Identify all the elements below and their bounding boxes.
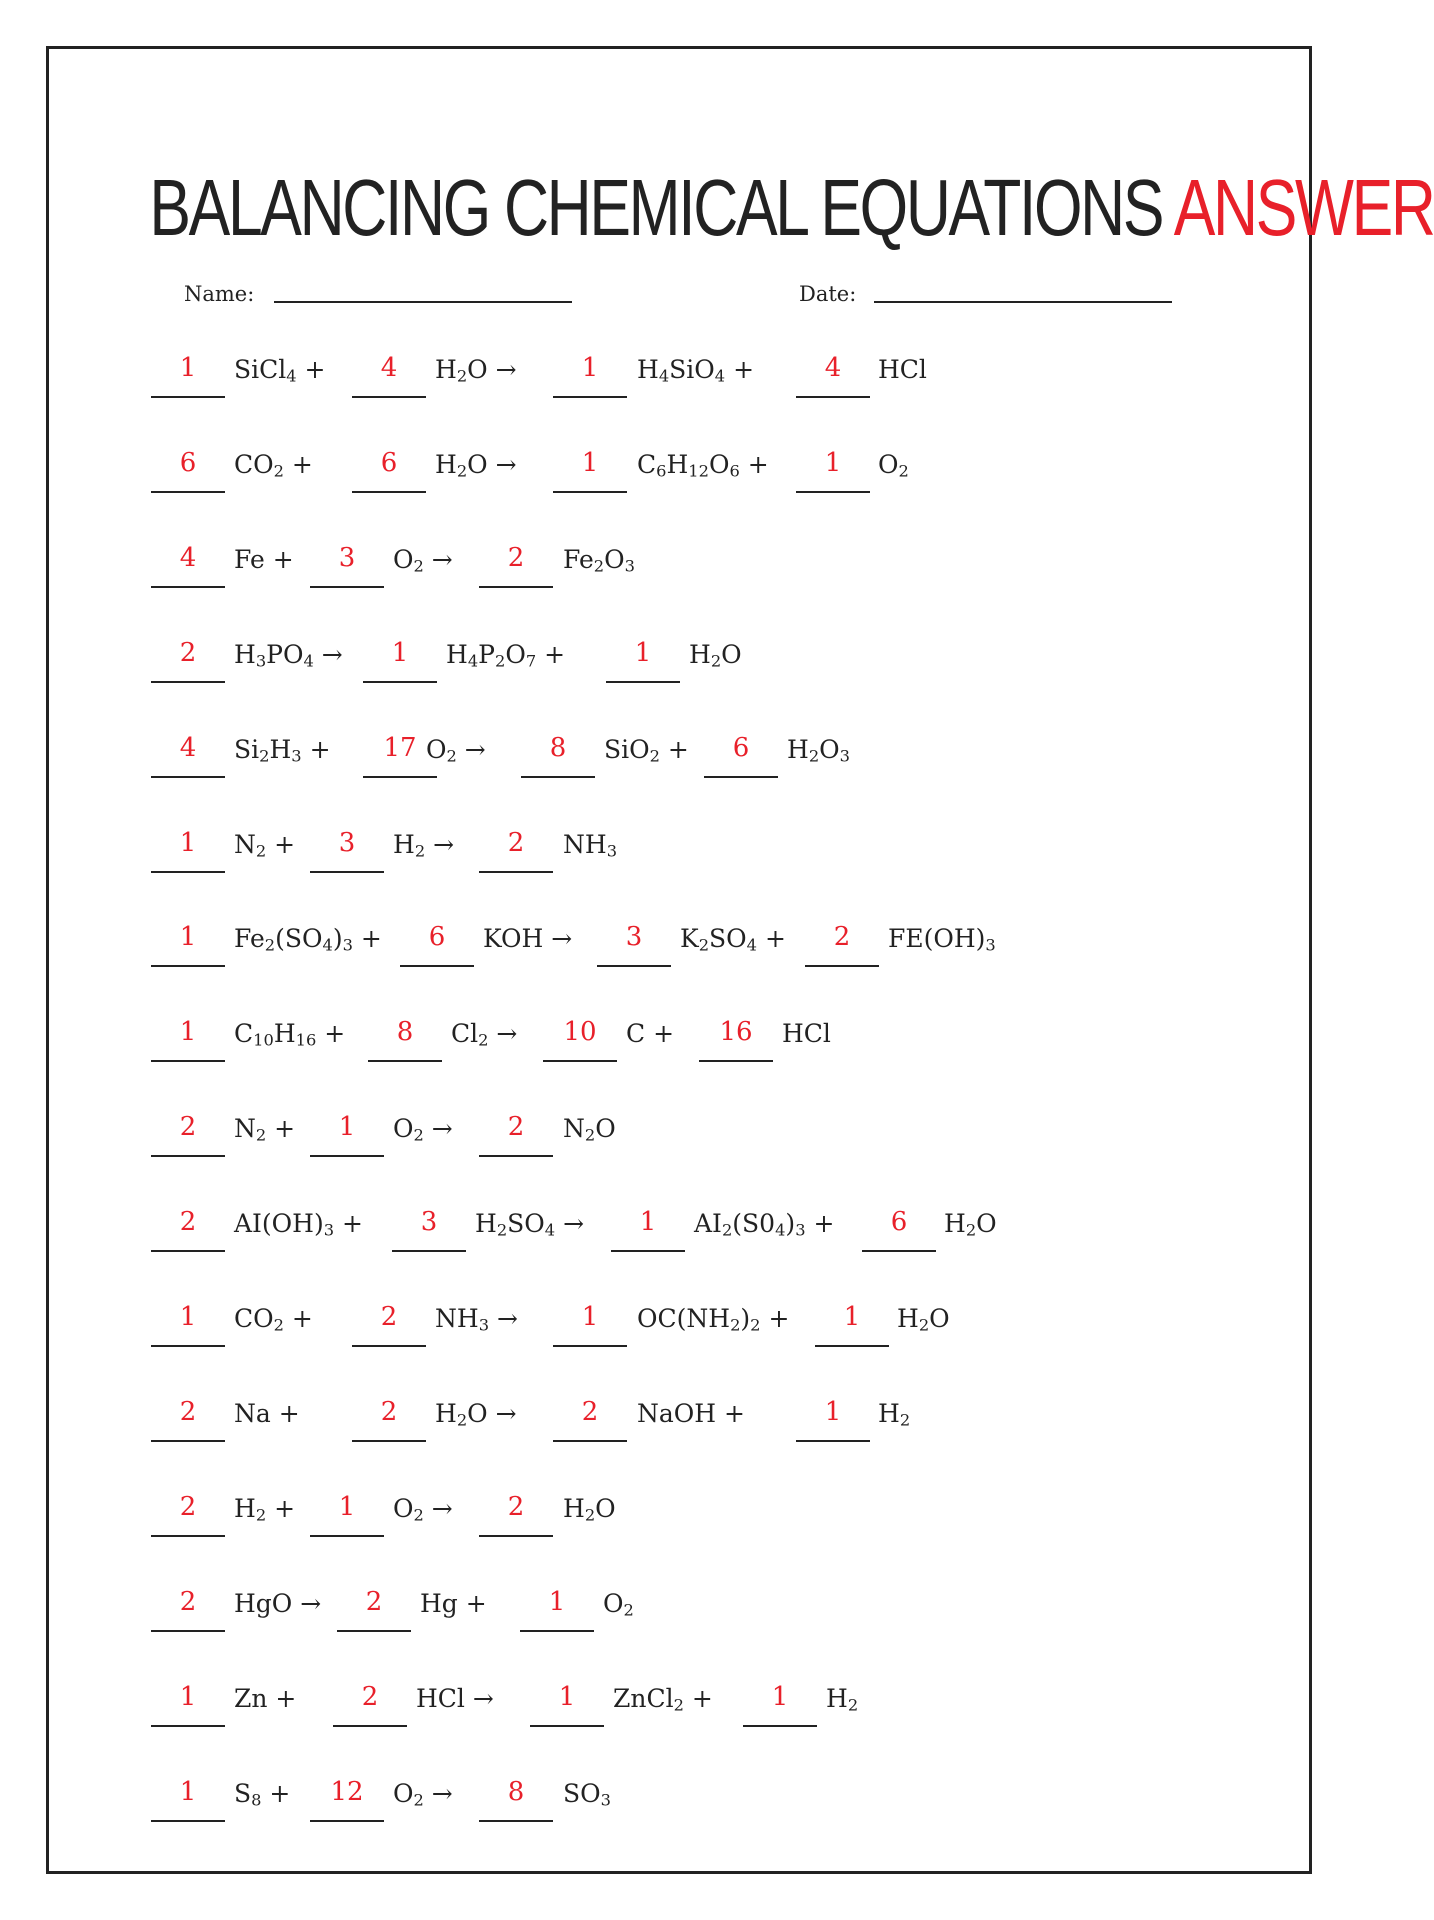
coefficient-blank[interactable]: 1 [151, 1004, 225, 1062]
formula-term: $H_4P_2O_7$ + [446, 639, 566, 671]
coefficient-blank[interactable]: 6 [400, 909, 474, 967]
formula-term: $H_2O$ [897, 1304, 950, 1335]
equation-row [0, 1194, 1358, 1254]
equation-row [0, 1574, 1358, 1634]
coefficient-blank[interactable]: 8 [368, 1004, 442, 1062]
formula-term: $H_2O$ [689, 639, 742, 671]
equation-row [0, 720, 1358, 780]
formula-term: $NH_3$ [563, 829, 618, 861]
coefficient-blank[interactable]: 2 [479, 1479, 553, 1537]
coefficient-blank[interactable]: 1 [310, 1479, 384, 1537]
coefficient-blank[interactable]: 1 [743, 1669, 817, 1727]
equation-row [0, 1479, 1358, 1539]
coefficient-blank[interactable]: 1 [553, 1289, 627, 1347]
coefficient-blank[interactable]: 6 [862, 1194, 936, 1252]
coefficient-blank[interactable]: 1 [796, 1384, 870, 1442]
coefficient-blank[interactable]: 1 [530, 1669, 604, 1727]
coefficient-blank[interactable]: 1 [310, 1099, 384, 1157]
equation-row [0, 909, 1358, 969]
formula-term: $O_2$ → [393, 1778, 453, 1810]
coefficient-blank[interactable]: 16 [699, 1004, 773, 1062]
equation-row [0, 1764, 1358, 1824]
equation-row [0, 1669, 1358, 1729]
coefficient-blank[interactable]: 2 [151, 1574, 225, 1632]
equation-row [0, 340, 1358, 400]
coefficient-blank[interactable]: 1 [815, 1289, 889, 1347]
coefficient-blank[interactable]: 1 [151, 909, 225, 967]
formula-term: $K_2SO_4$ + [680, 924, 786, 955]
coefficient-blank[interactable]: 3 [392, 1194, 466, 1252]
coefficient-blank[interactable]: 17 [363, 720, 437, 778]
formula-term: $CO_2$ + [234, 1304, 313, 1335]
formula-term: NaOH + [637, 1398, 745, 1428]
formula-term: $H_2SO_4$ → [475, 1209, 585, 1240]
formula-term: $N_2$ + [234, 829, 296, 861]
coefficient-blank[interactable]: 12 [310, 1764, 384, 1822]
equation-row [0, 1289, 1358, 1349]
formula-term: Na + [234, 1398, 300, 1428]
formula-term: $FE(OH)_3$ [888, 924, 996, 955]
formula-term: $H_2$ [878, 1398, 911, 1430]
coefficient-blank[interactable]: 10 [543, 1004, 617, 1062]
formula-term: $Si_2H_3$ + [234, 734, 331, 766]
formula-term: $OC(NH_2)_2$ + [637, 1304, 790, 1335]
formula-term: HCl → [416, 1683, 494, 1713]
coefficient-blank[interactable]: 1 [520, 1574, 594, 1632]
coefficient-blank[interactable]: 1 [606, 625, 680, 683]
coefficient-blank[interactable]: 1 [151, 1669, 225, 1727]
formula-term: KOH → [483, 924, 573, 954]
coefficient-blank[interactable]: 2 [151, 1099, 225, 1157]
formula-term: $O_2$ [878, 449, 909, 481]
formula-term: HgO → [234, 1588, 322, 1618]
formula-term: Fe + [234, 544, 294, 574]
formula-term: Zn + [234, 1683, 297, 1713]
formula-term: $H_2O$ → [435, 355, 517, 386]
coefficient-blank[interactable]: 3 [597, 909, 671, 967]
formula-term: $AI(OH)_3$ + [234, 1209, 363, 1240]
coefficient-blank[interactable]: 2 [553, 1384, 627, 1442]
page-title [149, 162, 1434, 254]
coefficient-blank[interactable]: 2 [479, 530, 553, 588]
equation-row [0, 815, 1358, 875]
equation-row [0, 1099, 1358, 1159]
date-label: Date: [799, 282, 857, 306]
coefficient-blank[interactable]: 3 [310, 530, 384, 588]
coefficient-blank[interactable]: 1 [611, 1194, 685, 1252]
formula-term: $SO_3$ [563, 1778, 611, 1810]
coefficient-blank[interactable]: 2 [151, 1479, 225, 1537]
coefficient-blank[interactable]: 1 [151, 340, 225, 398]
formula-term: ZnCl$_2$ + [613, 1683, 713, 1715]
coefficient-blank[interactable]: 2 [352, 1289, 426, 1347]
formula-term: $H_2O$ → [435, 449, 517, 481]
coefficient-blank[interactable]: 4 [151, 720, 225, 778]
formula-term: $CO_2$ + [234, 449, 313, 481]
coefficient-blank[interactable]: 8 [479, 1764, 553, 1822]
formula-term: $O_2$ → [426, 734, 486, 766]
formula-term: HCl [878, 355, 927, 384]
coefficient-blank[interactable]: 6 [704, 720, 778, 778]
formula-term: $O_2$ [603, 1588, 634, 1620]
formula-term: SiCl$_4$ + [234, 355, 326, 386]
formula-term: $NH_3$ → [435, 1304, 518, 1335]
formula-term: $H_2O$ [944, 1209, 997, 1240]
formula-term: $H_2$ [826, 1683, 859, 1715]
coefficient-blank[interactable]: 1 [553, 435, 627, 493]
formula-term: SiO$_2$ + [604, 734, 689, 766]
coefficient-blank[interactable]: 1 [796, 435, 870, 493]
coefficient-blank[interactable]: 2 [352, 1384, 426, 1442]
coefficient-blank[interactable]: 2 [333, 1669, 407, 1727]
title-accent: ANSWER [1173, 162, 1434, 252]
formula-term: $H_2O$ [563, 1493, 616, 1525]
coefficient-blank[interactable]: 3 [310, 815, 384, 873]
coefficient-blank[interactable]: 1 [151, 815, 225, 873]
formula-term: HCl [782, 1019, 831, 1049]
formula-term: $H_2$ + [234, 1493, 296, 1525]
coefficient-blank[interactable]: 4 [796, 340, 870, 398]
formula-term: C + [626, 1019, 675, 1049]
formula-term: $C_6H_{12}O_6$ + [637, 449, 769, 481]
coefficient-blank[interactable]: 2 [151, 1194, 225, 1252]
formula-term: $Cl_2$ → [451, 1019, 518, 1050]
formula-term: $H_2O$ → [435, 1398, 517, 1430]
equation-row [0, 1004, 1358, 1064]
equation-row [0, 435, 1358, 495]
coefficient-blank[interactable]: 4 [352, 340, 426, 398]
equation-row [0, 530, 1358, 590]
coefficient-blank[interactable]: 2 [479, 815, 553, 873]
formula-term: $H_4SiO_4$ + [637, 355, 755, 386]
coefficient-blank[interactable]: 4 [151, 530, 225, 588]
formula-term: $O_2$ → [393, 544, 453, 576]
coefficient-blank[interactable]: 1 [553, 340, 627, 398]
formula-term: $Fe_2O_3$ [563, 544, 635, 576]
name-field[interactable] [274, 301, 572, 303]
name-label: Name: [184, 282, 255, 306]
coefficient-blank[interactable]: 6 [352, 435, 426, 493]
coefficient-blank[interactable]: 1 [363, 625, 437, 683]
formula-term: $H_3PO_4$ → [234, 639, 343, 671]
equation-row [0, 1384, 1358, 1444]
formula-term: Hg + [420, 1588, 487, 1618]
formula-term: $O_2$ → [393, 1493, 453, 1525]
formula-term: $AI_2(S0_4)_3$ + [694, 1209, 835, 1240]
coefficient-blank[interactable]: 8 [521, 720, 595, 778]
formula-term: $H_2O_3$ [787, 734, 850, 766]
coefficient-blank[interactable]: 1 [151, 1289, 225, 1347]
formula-term: $N_2$ + [234, 1114, 296, 1145]
coefficient-blank[interactable]: 6 [151, 435, 225, 493]
formula-term: $Fe_2(SO_4)_3$ + [234, 924, 382, 955]
coefficient-blank[interactable]: 2 [151, 1384, 225, 1442]
coefficient-blank[interactable]: 2 [805, 909, 879, 967]
equation-row [0, 625, 1358, 685]
coefficient-blank[interactable]: 2 [151, 625, 225, 683]
formula-term: $O_2$ → [393, 1114, 453, 1145]
formula-term: $S_8$ + [234, 1778, 291, 1810]
coefficient-blank[interactable]: 2 [479, 1099, 553, 1157]
title-main: BALANCING CHEMICAL EQUATIONS [149, 162, 1163, 252]
date-field[interactable] [874, 301, 1172, 303]
coefficient-blank[interactable]: 2 [337, 1574, 411, 1632]
formula-term: $C_{10}H_{16}$ + [234, 1019, 346, 1050]
coefficient-blank[interactable]: 1 [151, 1764, 225, 1822]
formula-term: $H_2$ → [393, 829, 455, 861]
formula-term: $N_2O$ [563, 1114, 616, 1145]
